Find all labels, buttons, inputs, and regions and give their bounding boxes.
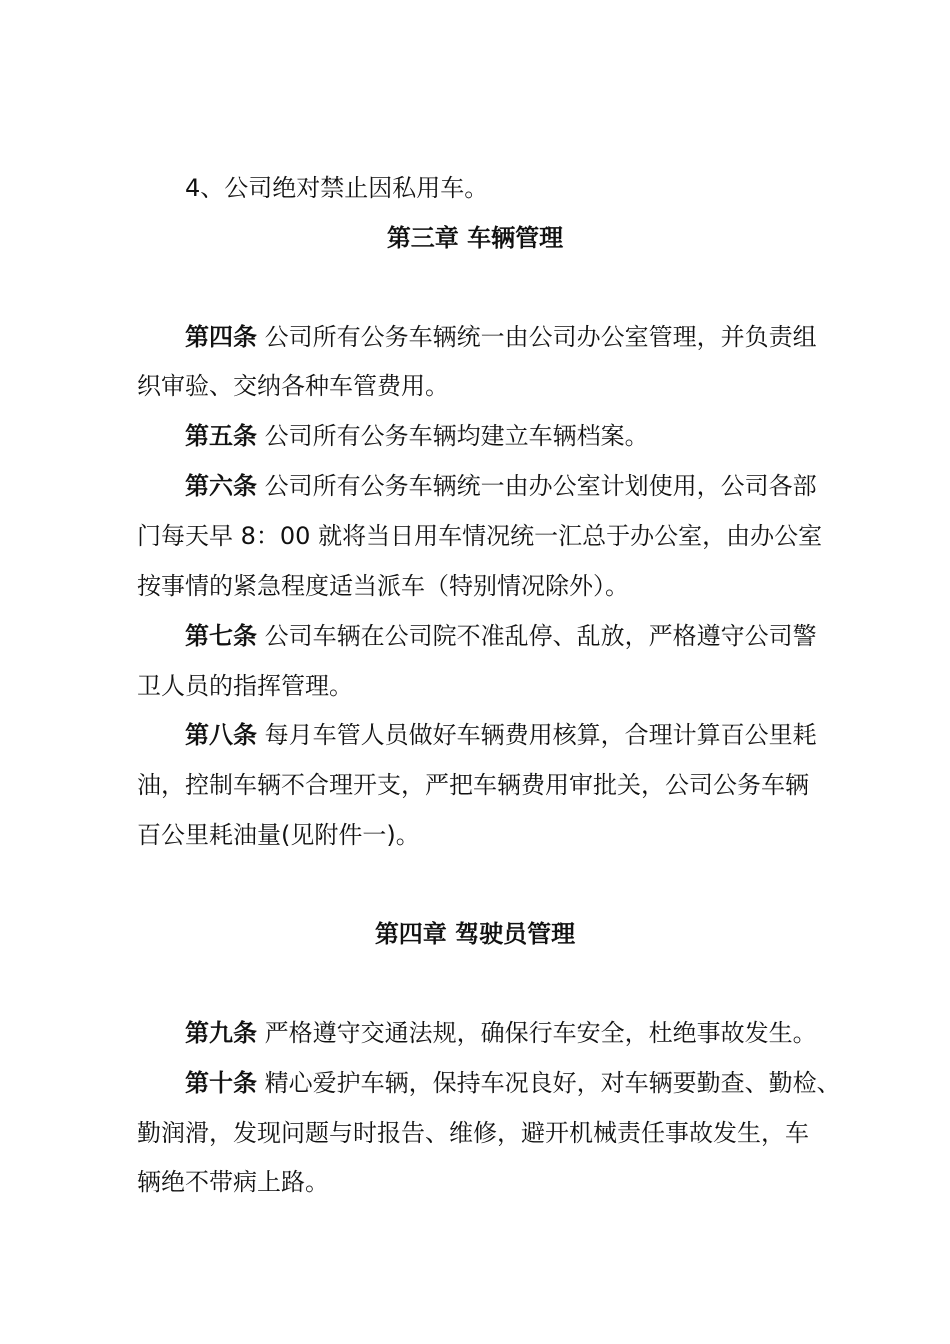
article-6-text-1: 公司所有公务车辆统一由办公室计划使用，公司各部 [257, 472, 817, 500]
article-10-text-1: 精心爱护车辆，保持车况良好，对车辆要勤查、勤检、 [257, 1069, 841, 1097]
article-8-line-2: 油，控制车辆不合理开支，严把车辆费用审批关，公司公务车辆 [137, 771, 809, 799]
article-10-line-3: 辆绝不带病上路。 [137, 1168, 329, 1196]
article-6-line-3: 按事情的紧急程度适当派车（特别情况除外）。 [137, 572, 629, 600]
article-10-line-1 [0, 1067, 950, 1099]
article-8-text-1: 每月车管人员做好车辆费用核算，合理计算百公里耗 [257, 721, 817, 749]
article-5-line-1 [0, 420, 950, 452]
article-4-line-2: 织审验、交纳各种车管费用。 [137, 372, 449, 400]
article-5-label: 第五条 [185, 422, 257, 450]
article-6-label: 第六条 [185, 472, 257, 500]
article-9-label: 第九条 [185, 1019, 257, 1047]
article-8-line-1 [0, 719, 950, 751]
article-7-line-2: 卫人员的指挥管理。 [137, 672, 353, 700]
article-4-label: 第四条 [185, 323, 257, 351]
article-10-label: 第十条 [185, 1069, 257, 1097]
article-7-line-1 [0, 620, 950, 652]
article-9-line-1 [0, 1017, 950, 1049]
article-4-line-1 [0, 321, 950, 353]
article-7-label: 第七条 [185, 622, 257, 650]
chapter-4-heading: 第四章 驾驶员管理 [374, 920, 576, 948]
item-4-text: 4、公司绝对禁止因私用车。 [185, 174, 489, 202]
article-10-line-2: 勤润滑，发现问题与时报告、维修，避开机械责任事故发生，车 [137, 1119, 809, 1147]
article-4-text-1: 公司所有公务车辆统一由公司办公室管理，并负责组 [257, 323, 817, 351]
article-9-text-1: 严格遵守交通法规，确保行车安全，杜绝事故发生。 [257, 1019, 817, 1047]
article-8-label: 第八条 [185, 721, 257, 749]
article-8-line-3: 百公里耗油量(见附件一)。 [137, 821, 420, 849]
article-6-line-2: 门每天早 8：00 就将当日用车情况统一汇总于办公室，由办公室 [137, 522, 823, 550]
chapter-3-heading: 第三章 车辆管理 [386, 224, 564, 252]
article-5-text-1: 公司所有公务车辆均建立车辆档案。 [257, 422, 649, 450]
article-6-line-1 [0, 470, 950, 502]
article-7-text-1: 公司车辆在公司院不准乱停、乱放，严格遵守公司警 [257, 622, 817, 650]
